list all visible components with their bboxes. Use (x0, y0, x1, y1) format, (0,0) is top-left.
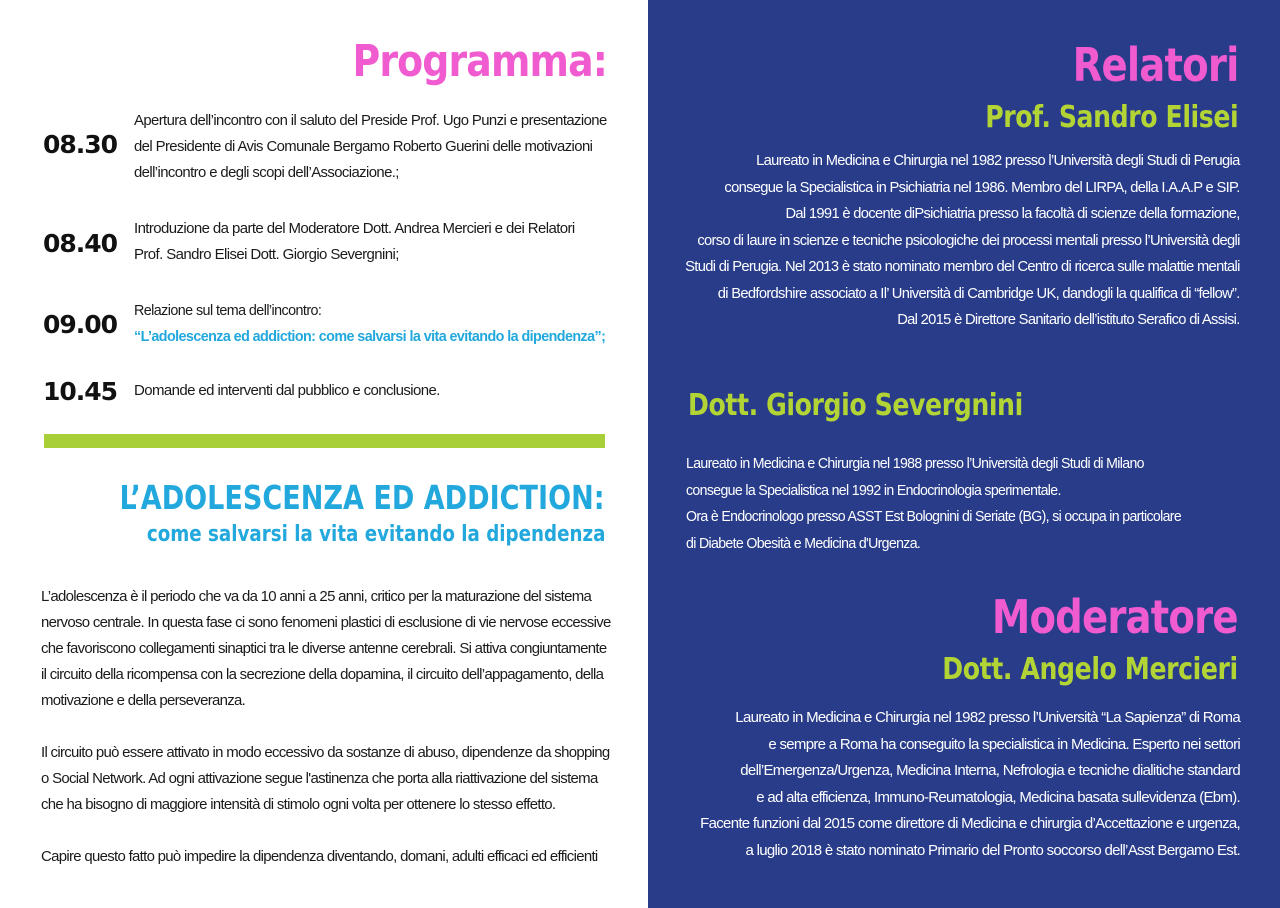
bio-line: a luglio 2018 è stato nominato Primario del Pronto soccorso dell’Asst Bergamo Est. (745, 841, 1240, 859)
moderatore-heading: Moderatore (992, 590, 1238, 644)
paragraph (41, 584, 611, 714)
speaker1-name: Prof. Sandro Elisei (984, 100, 1238, 135)
moderatore-name: Dott. Angelo Mercieri (942, 652, 1238, 687)
time-0830: 08.30 (43, 130, 118, 159)
program-item-1 (134, 108, 607, 186)
speaker2-bio (686, 451, 1181, 557)
divider-bar (44, 434, 605, 448)
bio-line: Ora è Endocrinologo presso ASST Est Bolognini di Seriate (BG), si occupa in particolare (686, 508, 1182, 525)
bio-line: Laureato in Medicina e Chirurgia nel 1988 presso l’Università degli Studi di Milano (686, 455, 1144, 472)
paragraph (41, 740, 611, 818)
program-line: Prof. Sandro Elisei Dott. Giorgio Severgnini; (134, 246, 399, 263)
bio-line: di Bedfordshire associato a Il’ Università di Cambridge UK, dandogli la qualifica di “fellow”. (718, 284, 1240, 302)
speaker1-bio (686, 148, 1240, 334)
program-line: Introduzione da parte del Moderatore Dott. Andrea Mercieri e dei Relatori (134, 220, 575, 237)
paragraph (41, 844, 611, 870)
bio-line: e sempre a Roma ha conseguito la specialistica in Medicina. Esperto nei settori (768, 735, 1240, 753)
text-line: o Social Network. Ad ogni attivazione segue l'astinenza che porta alla riattivazione del sistema (41, 770, 598, 787)
bio-line: consegue la Specialistica in Psichiatria nel 1986. Membro del LIRPA, della I.A.A.P e SIP. (724, 178, 1240, 196)
topic-body (41, 584, 611, 870)
relatori-heading: Relatori (1072, 38, 1238, 92)
program-line: dell’incontro e degli scopi dell’Associazione.; (134, 164, 399, 181)
bio-line: Laureato in Medicina e Chirurgia nel 1982 presso l’Università degli Studi di Perugia (756, 152, 1240, 169)
program-line: Apertura dell’incontro con il saluto del Preside Prof. Ugo Punzi e presentazione (134, 112, 607, 129)
text-line: Capire questo fatto può impedire la dipendenza diventando, domani, adulti efficaci ed efficienti (41, 848, 598, 865)
program-item-2 (134, 216, 575, 268)
bio-line: consegue la Specialistica nel 1992 in Endocrinologia sperimentale. (686, 481, 1061, 499)
text-line: che ha bisogno di maggiore intensità di stimolo ogni volta per ottenere lo stesso effetto. (41, 796, 556, 813)
bio-line: Laureato in Medicina e Chirurgia nel 1982 presso l’Università “La Sapienza” di Roma (735, 709, 1240, 726)
programma-heading: Programma: (352, 36, 607, 87)
program-highlight: “L’adolescenza ed addiction: come salvarsi la vita evitando la dipendenza”; (134, 328, 606, 345)
bio-line: Facente funzioni dal 2015 come direttore di Medicina e chirurgia d’Accettazione e urgenza, (700, 815, 1240, 832)
bio-line: Dal 2015 è Direttore Sanitario dell’istituto Serafico di Assisi. (897, 311, 1240, 328)
program-line: Domande ed interventi dal pubblico e conclusione. (134, 382, 440, 399)
text-line: Il circuito può essere attivato in modo eccessivo da sostanze di abuso, dipendenze da shopping (41, 744, 610, 761)
bio-line: e ad alta efficienza, Immuno-Reumatologia, Medicina basata sullevidenza (Ebm). (756, 788, 1240, 806)
program-item-4 (134, 378, 440, 404)
bio-line: dell’Emergenza/Urgenza, Medicina Interna, Nefrologia e tecniche dialitiche standard (740, 762, 1240, 779)
text-line: che favoriscono collegamenti sinaptici tra le diverse antenne cerebrali. Si attiva congiuntamente (41, 640, 607, 657)
bio-line: Studi di Perugia. Nel 2013 è stato nominato membro del Centro di ricerca sulle malattie mentali (685, 258, 1240, 275)
moderatore-bio (700, 705, 1240, 864)
bio-line: corso di laure in scienze e tecniche psicologiche dei processi mentali presso l’Università degli (697, 231, 1240, 249)
program-line: del Presidente di Avis Comunale Bergamo Roberto Guerini delle motivazioni (134, 138, 593, 155)
time-0900: 09.00 (43, 310, 118, 339)
topic-subtitle: come salvarsi la vita evitando la dipendenza (146, 522, 605, 547)
bio-line: di Diabete Obesità e Medicina d'Urgenza. (686, 534, 921, 552)
time-1045: 10.45 (43, 377, 118, 406)
time-0840: 08.40 (43, 229, 118, 258)
text-line: il circuito della ricompensa con la secrezione della dopamina, il circuito dell’appagamento, della (41, 666, 604, 683)
program-item-3 (134, 298, 605, 350)
relatori-panel (648, 0, 1280, 908)
bio-line: Dal 1991 è docente diPsichiatria presso la facoltà di scienze della formazione, (785, 205, 1240, 222)
text-line: L’adolescenza è il periodo che va da 10 anni a 25 anni, critico per la maturazione del sistema (41, 588, 592, 605)
text-line: motivazione e della perseveranza. (41, 692, 246, 709)
topic-title: L’ADOLESCENZA ED ADDICTION: (119, 478, 605, 517)
text-line: nervoso centrale. In questa fase ci sono fenomeni plastici di esclusione di vie nervose eccessive (41, 614, 611, 631)
program-line: Relazione sul tema dell’incontro: (134, 302, 322, 319)
speaker2-name: Dott. Giorgio Severgnini (688, 388, 1023, 423)
